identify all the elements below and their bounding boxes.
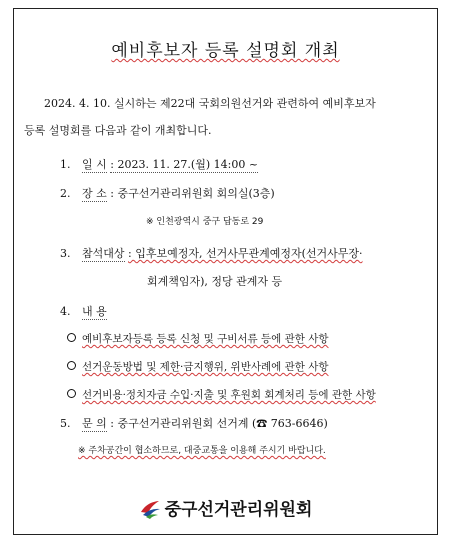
- item-inquiry-number: 5.: [60, 417, 71, 430]
- item-place-label: 장 소: [82, 187, 107, 200]
- item-date-number: 1.: [60, 158, 71, 171]
- item-target: [60, 245, 363, 262]
- item-date-label: 일 시: [82, 158, 107, 171]
- item-place-note: ※ 인천광역시 중구 답동로 29: [146, 217, 264, 227]
- notice-document: [13, 8, 438, 535]
- parking-note: ※ 주차공간이 협소하므로, 대중교통을 이용해 주시기 바랍니다.: [78, 446, 326, 456]
- item-inquiry: [60, 415, 328, 432]
- intro-line-1: 2024. 4. 10. 실시하는 제22대 국회의원선거와 관련하여 예비후보자: [44, 97, 376, 110]
- item-target-value-1: : 입후보예정자, 선거사무관계예정자(선거사무장·: [128, 247, 363, 260]
- item-content-number: 4.: [60, 305, 71, 318]
- item-content: [60, 303, 107, 320]
- intro-line-2: 등록 설명회를 다음과 같이 개최합니다.: [24, 124, 212, 137]
- election-commission-logo-icon: [139, 498, 161, 520]
- item-target-number: 3.: [60, 247, 71, 260]
- item-inquiry-label: 문 의: [82, 417, 107, 430]
- circle-bullet-icon: [67, 361, 76, 370]
- notice-title: 예비후보자 등록 설명회 개최: [111, 41, 340, 61]
- item-place-number: 2.: [60, 187, 71, 200]
- circle-bullet-icon: [67, 333, 76, 342]
- footer-organization: [14, 495, 437, 520]
- item-content-label: 내 용: [82, 305, 107, 318]
- content-item: 선거비용·정치자금 수입·지출 및 후원회 회계처리 등에 관한 사항: [67, 387, 376, 402]
- content-item: 선거운동방법 및 제한·금지행위, 위반사례에 관한 사항: [67, 359, 329, 374]
- content-item: 예비후보자등록 등록 신청 및 구비서류 등에 관한 사항: [67, 331, 329, 346]
- item-place: [60, 185, 275, 202]
- item-target-label: 참석대상: [82, 247, 125, 260]
- footer-org-name: 중구선거관리위원회: [164, 500, 313, 520]
- item-inquiry-value: : 중구선거관리위원회 선거계 (☎ 763-6646): [110, 417, 328, 430]
- item-date: [60, 156, 258, 173]
- circle-bullet-icon: [67, 389, 76, 398]
- item-target-value-2: 회계책임자), 정당 관계자 등: [147, 275, 283, 288]
- item-date-value: : 2023. 11. 27.(월) 14:00 ~: [110, 158, 259, 171]
- item-place-value: : 중구선거관리위원회 회의실(3층): [110, 187, 275, 200]
